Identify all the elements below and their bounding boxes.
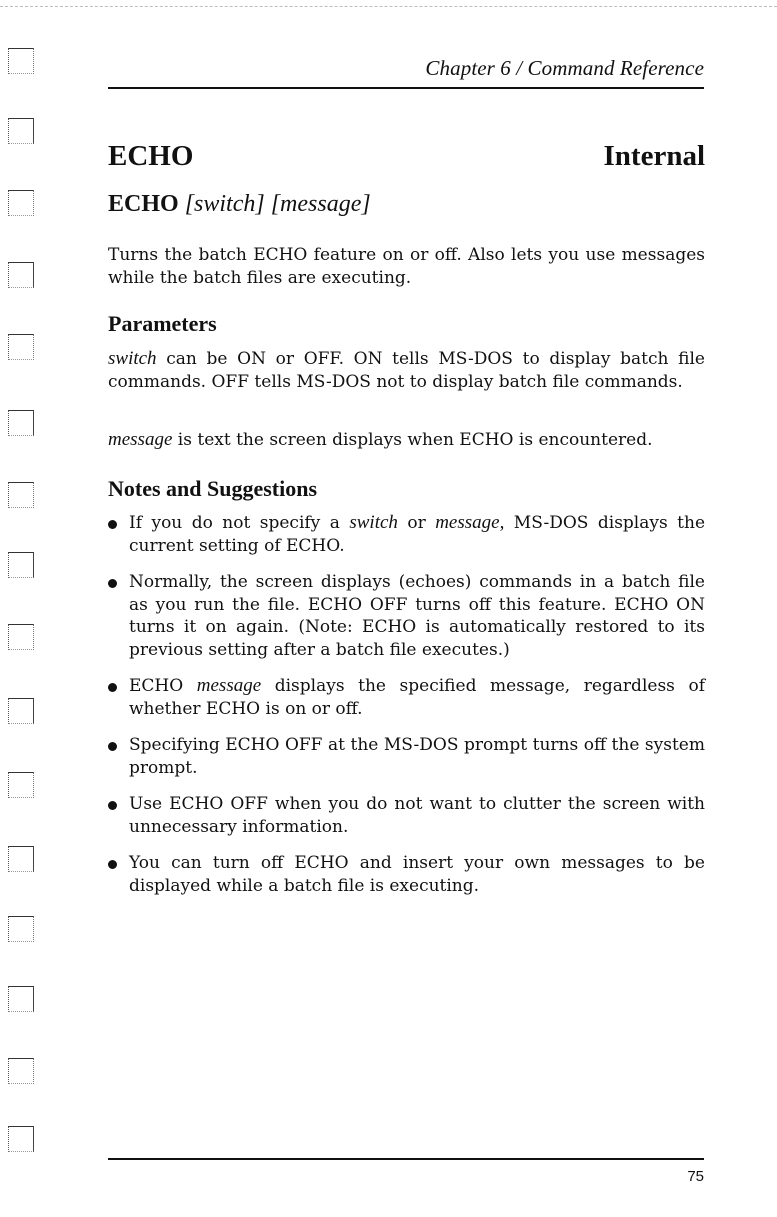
binder-hole (8, 772, 34, 798)
syntax-arg-switch: [switch] (184, 191, 265, 217)
command-syntax (108, 191, 371, 218)
notes-list (108, 512, 705, 911)
binder-hole (8, 334, 34, 360)
note-text: If you do not specify a (129, 513, 350, 533)
binder-hole (8, 846, 34, 872)
binder-holes (0, 0, 60, 1217)
command-title-row (108, 140, 705, 173)
list-item (108, 852, 705, 897)
binder-hole (8, 1126, 34, 1152)
note-term: switch (349, 512, 398, 533)
binder-hole (8, 118, 34, 144)
command-name: ECHO (108, 140, 194, 172)
header-rule (108, 87, 704, 89)
list-item (108, 675, 705, 720)
binder-hole (8, 698, 34, 724)
note-text: You can turn off ECHO and insert your own messages to be displayed while a batch file is executing. (129, 853, 705, 896)
parameter-desc-message: is text the screen displays when ECHO is encountered. (177, 430, 653, 450)
command-type: Internal (603, 140, 705, 172)
bullet-icon (108, 579, 117, 588)
note-text: or (397, 513, 436, 533)
footer-rule (108, 1158, 704, 1160)
parameter-desc-switch: can be ON or OFF. ON tells MS-DOS to display batch file commands. OFF tells MS-DOS not to display batch file commands. (108, 349, 705, 392)
parameter-term-message: message (108, 429, 173, 450)
bullet-icon (108, 742, 117, 751)
syntax-command: ECHO (108, 191, 179, 217)
note-text: Use ECHO OFF when you do not want to clutter the screen with unnecessary information. (129, 794, 705, 837)
note-text: MS-DOS displays the current setting of ECHO. (129, 513, 706, 556)
list-item (108, 571, 705, 661)
note-text: displays the specified message, regardless of whether ECHO is on or off. (129, 676, 705, 719)
note-term: message, (435, 512, 505, 533)
running-head: Chapter 6 / Command Reference (425, 56, 704, 80)
binder-hole (8, 552, 34, 578)
binder-hole (8, 1058, 34, 1084)
list-item (108, 793, 705, 838)
binder-hole (8, 916, 34, 942)
bullet-icon (108, 683, 117, 692)
list-item (108, 512, 705, 557)
bullet-icon (108, 520, 117, 529)
notes-heading: Notes and Suggestions (108, 476, 318, 501)
binder-hole (8, 190, 34, 216)
parameter-switch (108, 348, 705, 393)
note-text: ECHO (129, 676, 197, 696)
parameter-term-switch: switch (108, 348, 157, 369)
note-term: message (196, 675, 262, 696)
bullet-icon (108, 860, 117, 869)
intro-paragraph: Turns the batch ECHO feature on or off. Also lets you use messages while the batch files are executing. (108, 245, 705, 288)
note-text: Normally, the screen displays (echoes) commands in a batch file as you run the file. ECHO OFF turns off this feature. ECHO ON turns it on again. (Note: ECHO is automatically restored to its previous setting after a batch file executes.) (129, 572, 705, 660)
parameter-message (108, 429, 705, 452)
parameters-heading: Parameters (108, 311, 217, 336)
note-text: Specifying ECHO OFF at the MS-DOS prompt turns off the system prompt. (129, 735, 705, 778)
scan-edge-artifact (0, 6, 777, 7)
binder-hole (8, 410, 34, 436)
binder-hole (8, 482, 34, 508)
bullet-icon (108, 801, 117, 810)
binder-hole (8, 262, 34, 288)
syntax-arg-message: [message] (270, 191, 371, 217)
binder-hole (8, 986, 34, 1012)
binder-hole (8, 48, 34, 74)
binder-hole (8, 624, 34, 650)
page-number: 75 (687, 1168, 704, 1185)
list-item (108, 734, 705, 779)
